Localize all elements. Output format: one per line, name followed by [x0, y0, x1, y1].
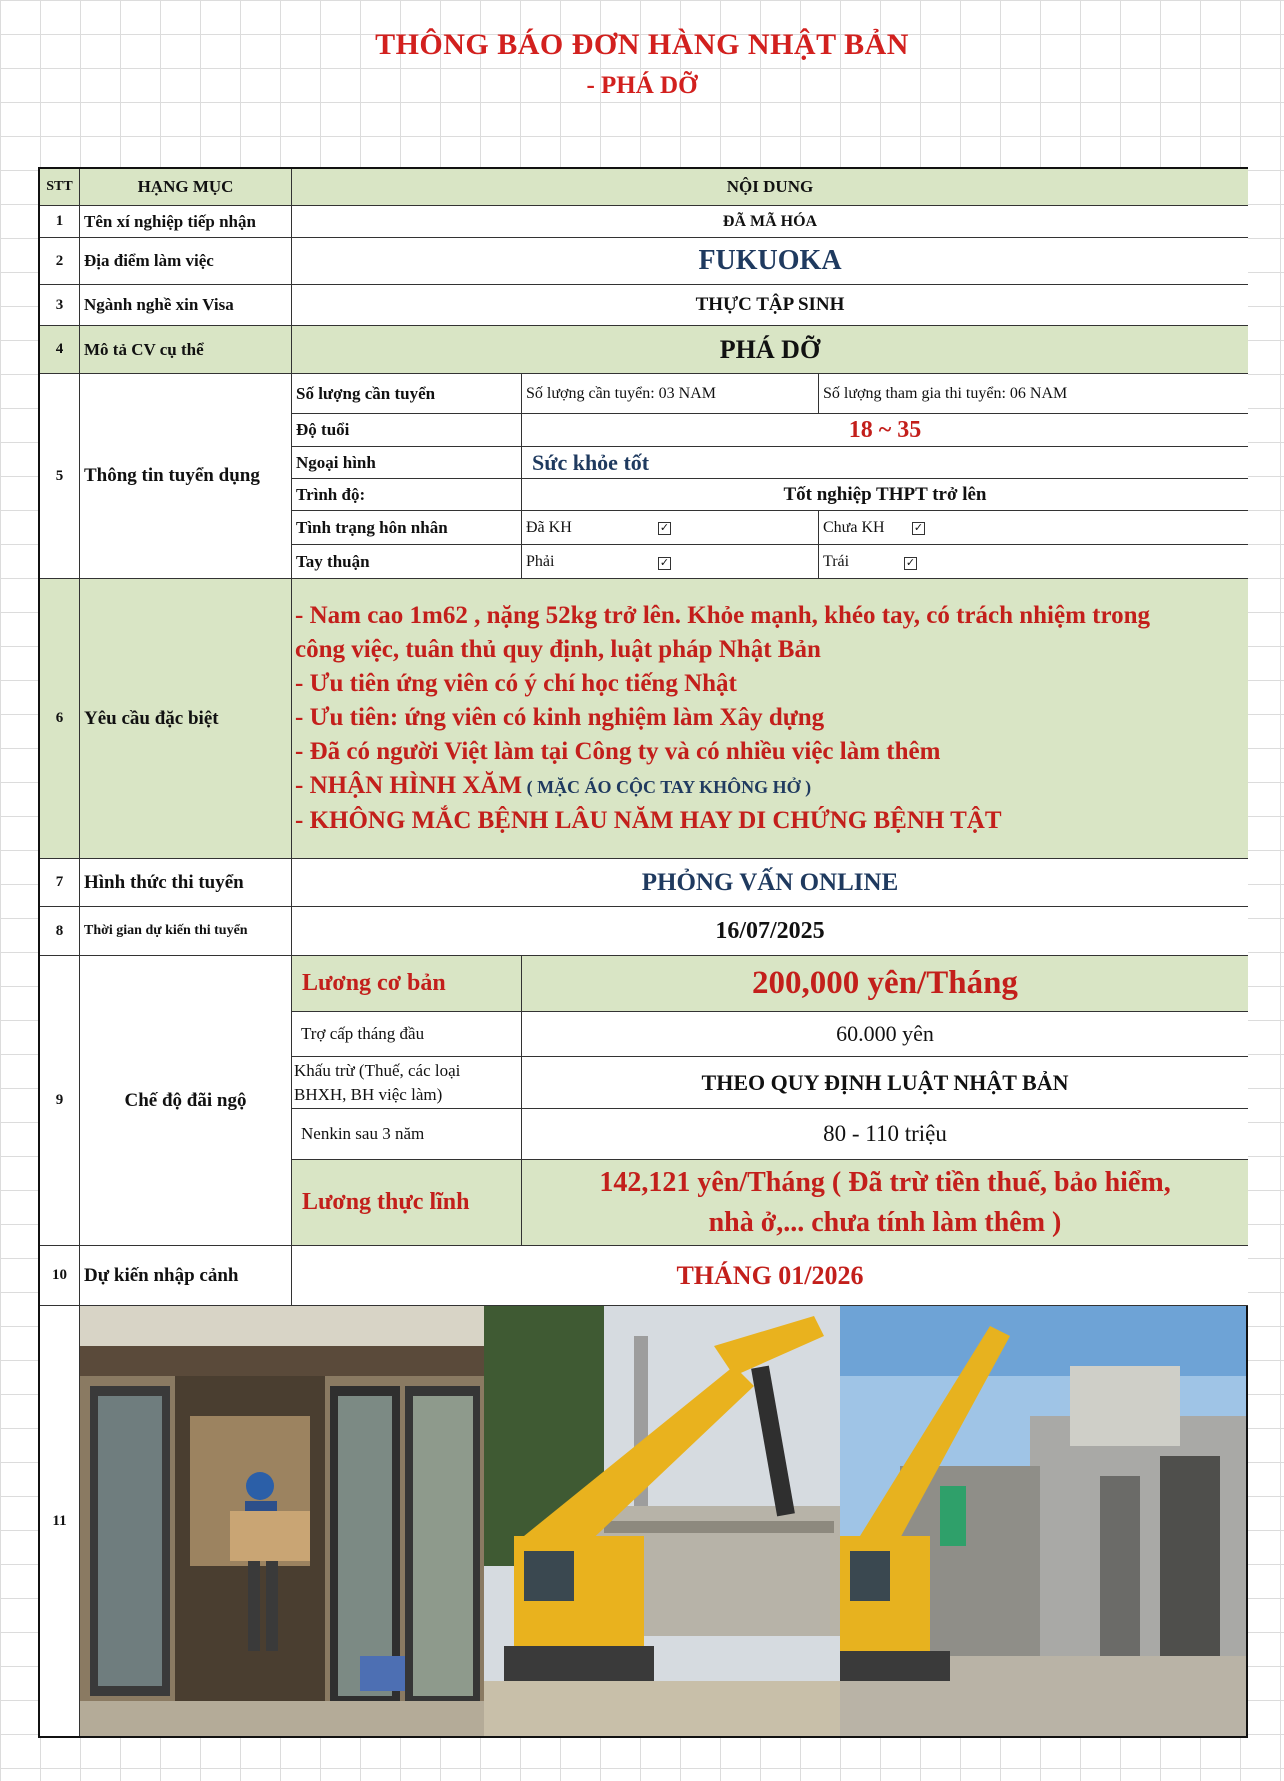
requirement-line [295, 769, 811, 804]
basic-salary-label: Lương cơ bản [292, 956, 522, 1012]
row-number: 11 [40, 1306, 80, 1736]
option-label: Phải [526, 552, 555, 570]
education-value: Tốt nghiệp THPT trở lên [522, 479, 1248, 511]
job-value: PHÁ DỠ [292, 326, 1248, 374]
checkbox-checked-icon[interactable]: ✓ [913, 522, 924, 534]
nenkin-label: Nenkin sau 3 năm [292, 1109, 522, 1160]
row-number: 8 [40, 907, 80, 956]
order-table [38, 167, 1248, 1738]
requirement-line: - Đã có người Việt làm tại Công ty và có nhiều việc làm thêm [295, 738, 941, 765]
row-number: 3 [40, 285, 80, 326]
net-salary-label: Lương thực lĩnh [292, 1160, 522, 1246]
row-label: Tên xí nghiệp tiếp nhận [80, 206, 292, 238]
checkbox-checked-icon[interactable]: ✓ [659, 522, 670, 534]
tattoo-text: - NHẬN HÌNH XĂM [295, 772, 523, 799]
option-label: Chưa KH [823, 518, 885, 536]
interview-value: PHỎNG VẤN ONLINE [292, 859, 1248, 907]
row-label: Hình thức thi tuyển [80, 859, 292, 907]
deduction-label-line: Khấu trừ (Thuế, các loại [294, 1060, 461, 1080]
net-salary-value [522, 1160, 1248, 1246]
photo-excavator-demolition [484, 1306, 840, 1736]
row-label: Mô tả CV cụ thể [80, 326, 292, 374]
marital-option-married[interactable] [522, 511, 819, 545]
page-subtitle: - PHÁ DỠ [586, 72, 698, 99]
basic-salary-value: 200,000 yên/Tháng [522, 956, 1248, 1012]
checkbox-checked-icon[interactable]: ✓ [659, 557, 670, 569]
header-stt: STT [40, 169, 80, 206]
requirement-line: - KHÔNG MẮC BỆNH LÂU NĂM HAY DI CHỨNG BỆNH TẬT [295, 807, 1002, 834]
row-number: 1 [40, 206, 80, 238]
row-label: Yêu cầu đặc biệt [80, 579, 292, 859]
row-label: Chế độ đãi ngộ [80, 956, 292, 1246]
deduction-label-line: BHXH, BH việc làm) [294, 1084, 443, 1104]
quantity-exam: Số lượng tham gia thi tuyển: 06 NAM [819, 374, 1248, 414]
row-number: 9 [40, 956, 80, 1246]
row-label: Thông tin tuyển dụng [80, 374, 292, 579]
photo-worker-carrying [80, 1306, 484, 1736]
appearance-value: Sức khỏe tốt [522, 447, 1248, 479]
checkbox-checked-icon[interactable]: ✓ [905, 557, 916, 569]
header-content: NỘI DUNG [292, 169, 1248, 206]
entry-date-value: THÁNG 01/2026 [292, 1246, 1248, 1306]
marital-option-single[interactable] [819, 511, 1248, 545]
deduction-value: THEO QUY ĐỊNH LUẬT NHẬT BẢN [522, 1057, 1248, 1109]
location-value: FUKUOKA [292, 238, 1248, 285]
exam-date-value: 16/07/2025 [292, 907, 1248, 956]
row-number: 7 [40, 859, 80, 907]
photo-excavator-building [840, 1306, 1246, 1736]
quantity-label: Số lượng cần tuyển [292, 374, 522, 414]
option-label: Đã KH [526, 518, 572, 536]
net-salary-line: 142,121 yên/Tháng ( Đã trừ tiền thuế, bảo hiểm, [599, 1166, 1171, 1198]
option-label: Trái [823, 552, 850, 570]
hand-option-left[interactable] [819, 545, 1248, 579]
page-title: THÔNG BÁO ĐƠN HÀNG NHẬT BẢN [375, 28, 909, 61]
allowance-label: Trợ cấp tháng đầu [292, 1012, 522, 1057]
age-label: Độ tuổi [292, 414, 522, 447]
hand-label: Tay thuận [292, 545, 522, 579]
row-label: Dự kiến nhập cảnh [80, 1246, 292, 1306]
tattoo-note: ( MẶC ÁO CỘC TAY KHÔNG HỞ ) [522, 777, 812, 797]
requirement-line: - Nam cao 1m62 , nặng 52kg trở lên. Khỏe mạnh, khéo tay, có trách nhiệm trong [295, 602, 1151, 629]
marital-label: Tình trạng hôn nhân [292, 511, 522, 545]
row-label: Ngành nghề xin Visa [80, 285, 292, 326]
hand-option-right[interactable] [522, 545, 819, 579]
allowance-value: 60.000 yên [522, 1012, 1248, 1057]
deduction-label [292, 1057, 522, 1109]
education-label: Trình độ: [292, 479, 522, 511]
company-value: ĐÃ MÃ HÓA [292, 206, 1248, 238]
quantity-hire: Số lượng cần tuyển: 03 NAM [522, 374, 819, 414]
row-number: 2 [40, 238, 80, 285]
visa-value: THỰC TẬP SINH [292, 285, 1248, 326]
nenkin-value: 80 - 110 triệu [522, 1109, 1248, 1160]
requirement-line: - Ưu tiên: ứng viên có kinh nghiệm làm Xây dựng [295, 704, 825, 731]
row-number: 10 [40, 1246, 80, 1306]
requirement-line: - Ưu tiên ứng viên có ý chí học tiếng Nhật [295, 670, 737, 697]
special-requirements [292, 579, 1248, 859]
row-number: 6 [40, 579, 80, 859]
appearance-label: Ngoại hình [292, 447, 522, 479]
net-salary-line: nhà ở,... chưa tính làm thêm ) [708, 1206, 1062, 1238]
header-category: HẠNG MỤC [80, 169, 292, 206]
row-label: Địa điểm làm việc [80, 238, 292, 285]
row-number: 5 [40, 374, 80, 579]
row-number: 4 [40, 326, 80, 374]
age-value: 18 ~ 35 [522, 414, 1248, 447]
row-label: Thời gian dự kiến thi tuyển [80, 907, 292, 956]
requirement-line: công việc, tuân thủ quy định, luật pháp Nhật Bản [295, 636, 821, 663]
